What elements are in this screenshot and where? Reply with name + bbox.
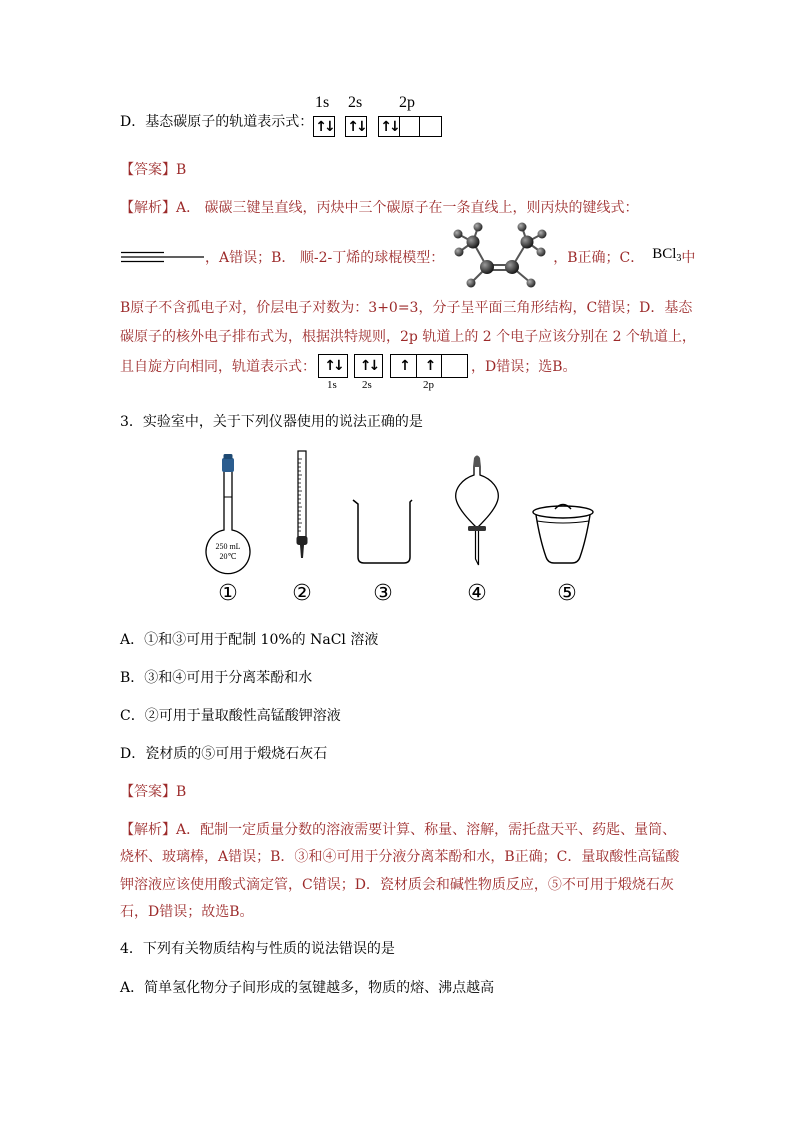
apparatus-number-3: ③ (373, 581, 393, 606)
q3-answer: 【答案】B (120, 784, 187, 800)
q3-stem: 3．实验室中，关于下列仪器使用的说法正确的是 (120, 414, 423, 430)
orbital-label-2s: 2s (362, 379, 372, 391)
q3-option-d: D．瓷材质的⑤可用于煅烧石灰石 (120, 746, 328, 762)
crucible-icon (533, 505, 593, 564)
q3-option-a: A．①和③可用于配制 10%的 NaCl 溶液 (120, 632, 379, 648)
hydrogen-atom (538, 230, 547, 239)
orbital-diagram-carbon-hund (318, 354, 470, 394)
model-bonds (458, 227, 542, 283)
bcl3-formula-subscript: 3 (676, 253, 682, 264)
q4-option-a: A．简单氢化物分子间形成的氢键越多，物质的熔、沸点越高 (120, 980, 495, 996)
hydrogen-atom (527, 279, 536, 288)
q2-analysis-line-5 (120, 354, 577, 394)
apparatus-number-1: ① (218, 581, 238, 606)
q3-analysis-line-4: 石，D错误；故选B。 (120, 904, 254, 920)
q2-analysis-line-2 (120, 221, 695, 293)
q2-analysis-line-1: 【解析】A． 碳碳三键呈直线，丙炔中三个碳原子在一条直线上，则丙炔的键线式： (120, 200, 639, 216)
separatory-funnel-icon (456, 456, 499, 566)
q3-analysis-line-1: 【解析】A．配制一定质量分数的溶液需要计算、称量、溶解，需托盘天平、药匙、量筒、 (120, 822, 677, 838)
orbital-label-1s: 1s (327, 379, 337, 391)
orbital-label-2p: 2p (423, 379, 434, 391)
flask-label-temperature: 20℃ (219, 552, 237, 561)
funnel-stem (476, 531, 479, 565)
crucible-lid (533, 506, 593, 518)
q3-option-c: C．②可用于量取酸性高锰酸钾溶液 (120, 708, 341, 724)
q2-analysis-line-3: B原子不含孤电子对，价层电子对数为：3+0=3，分子呈平面三角形结构，C错误；D．基态 (120, 300, 693, 316)
burette-stopcock (297, 536, 308, 545)
hydrogen-atom (537, 248, 546, 257)
apparatus-number-5: ⑤ (557, 581, 577, 606)
carbon-atom (480, 260, 494, 274)
apparatus-figure (190, 445, 610, 585)
burette-icon (297, 451, 308, 558)
volumetric-flask-icon (206, 454, 250, 574)
flask-label-volume: 250 mL (215, 542, 241, 551)
orbital-label-2p: 2p (399, 94, 415, 111)
q4-stem: 4．下列有关物质结构与性质的说法错误的是 (120, 941, 395, 957)
q2-analysis-line-2-part-2: ，B正确；C． (553, 250, 645, 266)
bcl3-formula-main: BCl (652, 246, 677, 262)
apparatus-number-4: ④ (467, 581, 487, 606)
bcl3-formula (652, 246, 681, 264)
carbon-atom (521, 236, 534, 249)
q2-option-d-text: D．基态碳原子的轨道表示式： (120, 114, 314, 130)
flask-stopper-cap (224, 454, 233, 459)
orbital-diagram-carbon-option-d (310, 94, 446, 140)
funnel-stopper (473, 456, 481, 468)
orbital-box-2p-2 (399, 116, 421, 137)
orbital-box-2s: ↑↓ (354, 354, 383, 378)
orbital-label-1s: 1s (315, 94, 330, 111)
q3-option-b: B．③和④可用于分离苯酚和水 (120, 670, 313, 686)
q2-analysis-line-2-end: 中 (681, 250, 696, 266)
orbital-box-2p-3 (441, 354, 468, 378)
propyne-bond-line-formula (120, 249, 205, 265)
carbon-atom (505, 260, 519, 274)
orbital-box-2p-1: ↑↓ (378, 116, 400, 137)
hydrogen-atom (518, 223, 527, 232)
q2-analysis-line-5-end: ，D错误；选B。 (471, 359, 577, 375)
hydrogen-atom (467, 279, 476, 288)
orbital-box-1s: ↑↓ (313, 116, 335, 137)
orbital-box-2s: ↑↓ (345, 116, 367, 137)
q3-analysis-line-3: 钾溶液应该使用酸式滴定管，C错误；D．瓷材质会和碱性物质反应，⑤不可用于煅烧石灰 (120, 877, 674, 893)
carbon-atom (467, 236, 480, 249)
orbital-box-2p-1: ↑ (390, 354, 417, 378)
orbital-box-2p-3 (419, 116, 442, 137)
q2-analysis-line-4: 碳原子的核外电子排布式为，根据洪特规则，2p 轨道上的 2 个电子应该分别在 2 个轨道上， (120, 329, 696, 345)
funnel-stopcock (468, 526, 486, 531)
q3-analysis-line-2: 烧杯、玻璃棒，A错误；B．③和④可用于分液分离苯酚和水，B正确；C．量取酸性高锰酸 (120, 849, 680, 865)
hydrogen-atom (455, 248, 464, 257)
beaker-icon (353, 500, 412, 563)
orbital-box-1s: ↑↓ (318, 354, 348, 378)
orbital-label-2s: 2s (348, 94, 363, 111)
apparatus-number-2: ② (292, 581, 312, 606)
hydrogen-atom (474, 223, 483, 232)
flask-stopper (222, 458, 234, 472)
hydrogen-atom (454, 230, 463, 239)
orbital-box-2p-2: ↑ (416, 354, 443, 378)
burette-tip (300, 545, 304, 558)
q2-answer: 【答案】B (120, 162, 187, 178)
q2-analysis-line-5-start: 且自旋方向相同，轨道表示式： (120, 359, 316, 375)
cis-2-butene-ball-and-stick-model (447, 221, 553, 293)
q2-analysis-line-2-part-1: ，A错误；B． 顺-2-丁烯的球棍模型： (205, 250, 445, 266)
